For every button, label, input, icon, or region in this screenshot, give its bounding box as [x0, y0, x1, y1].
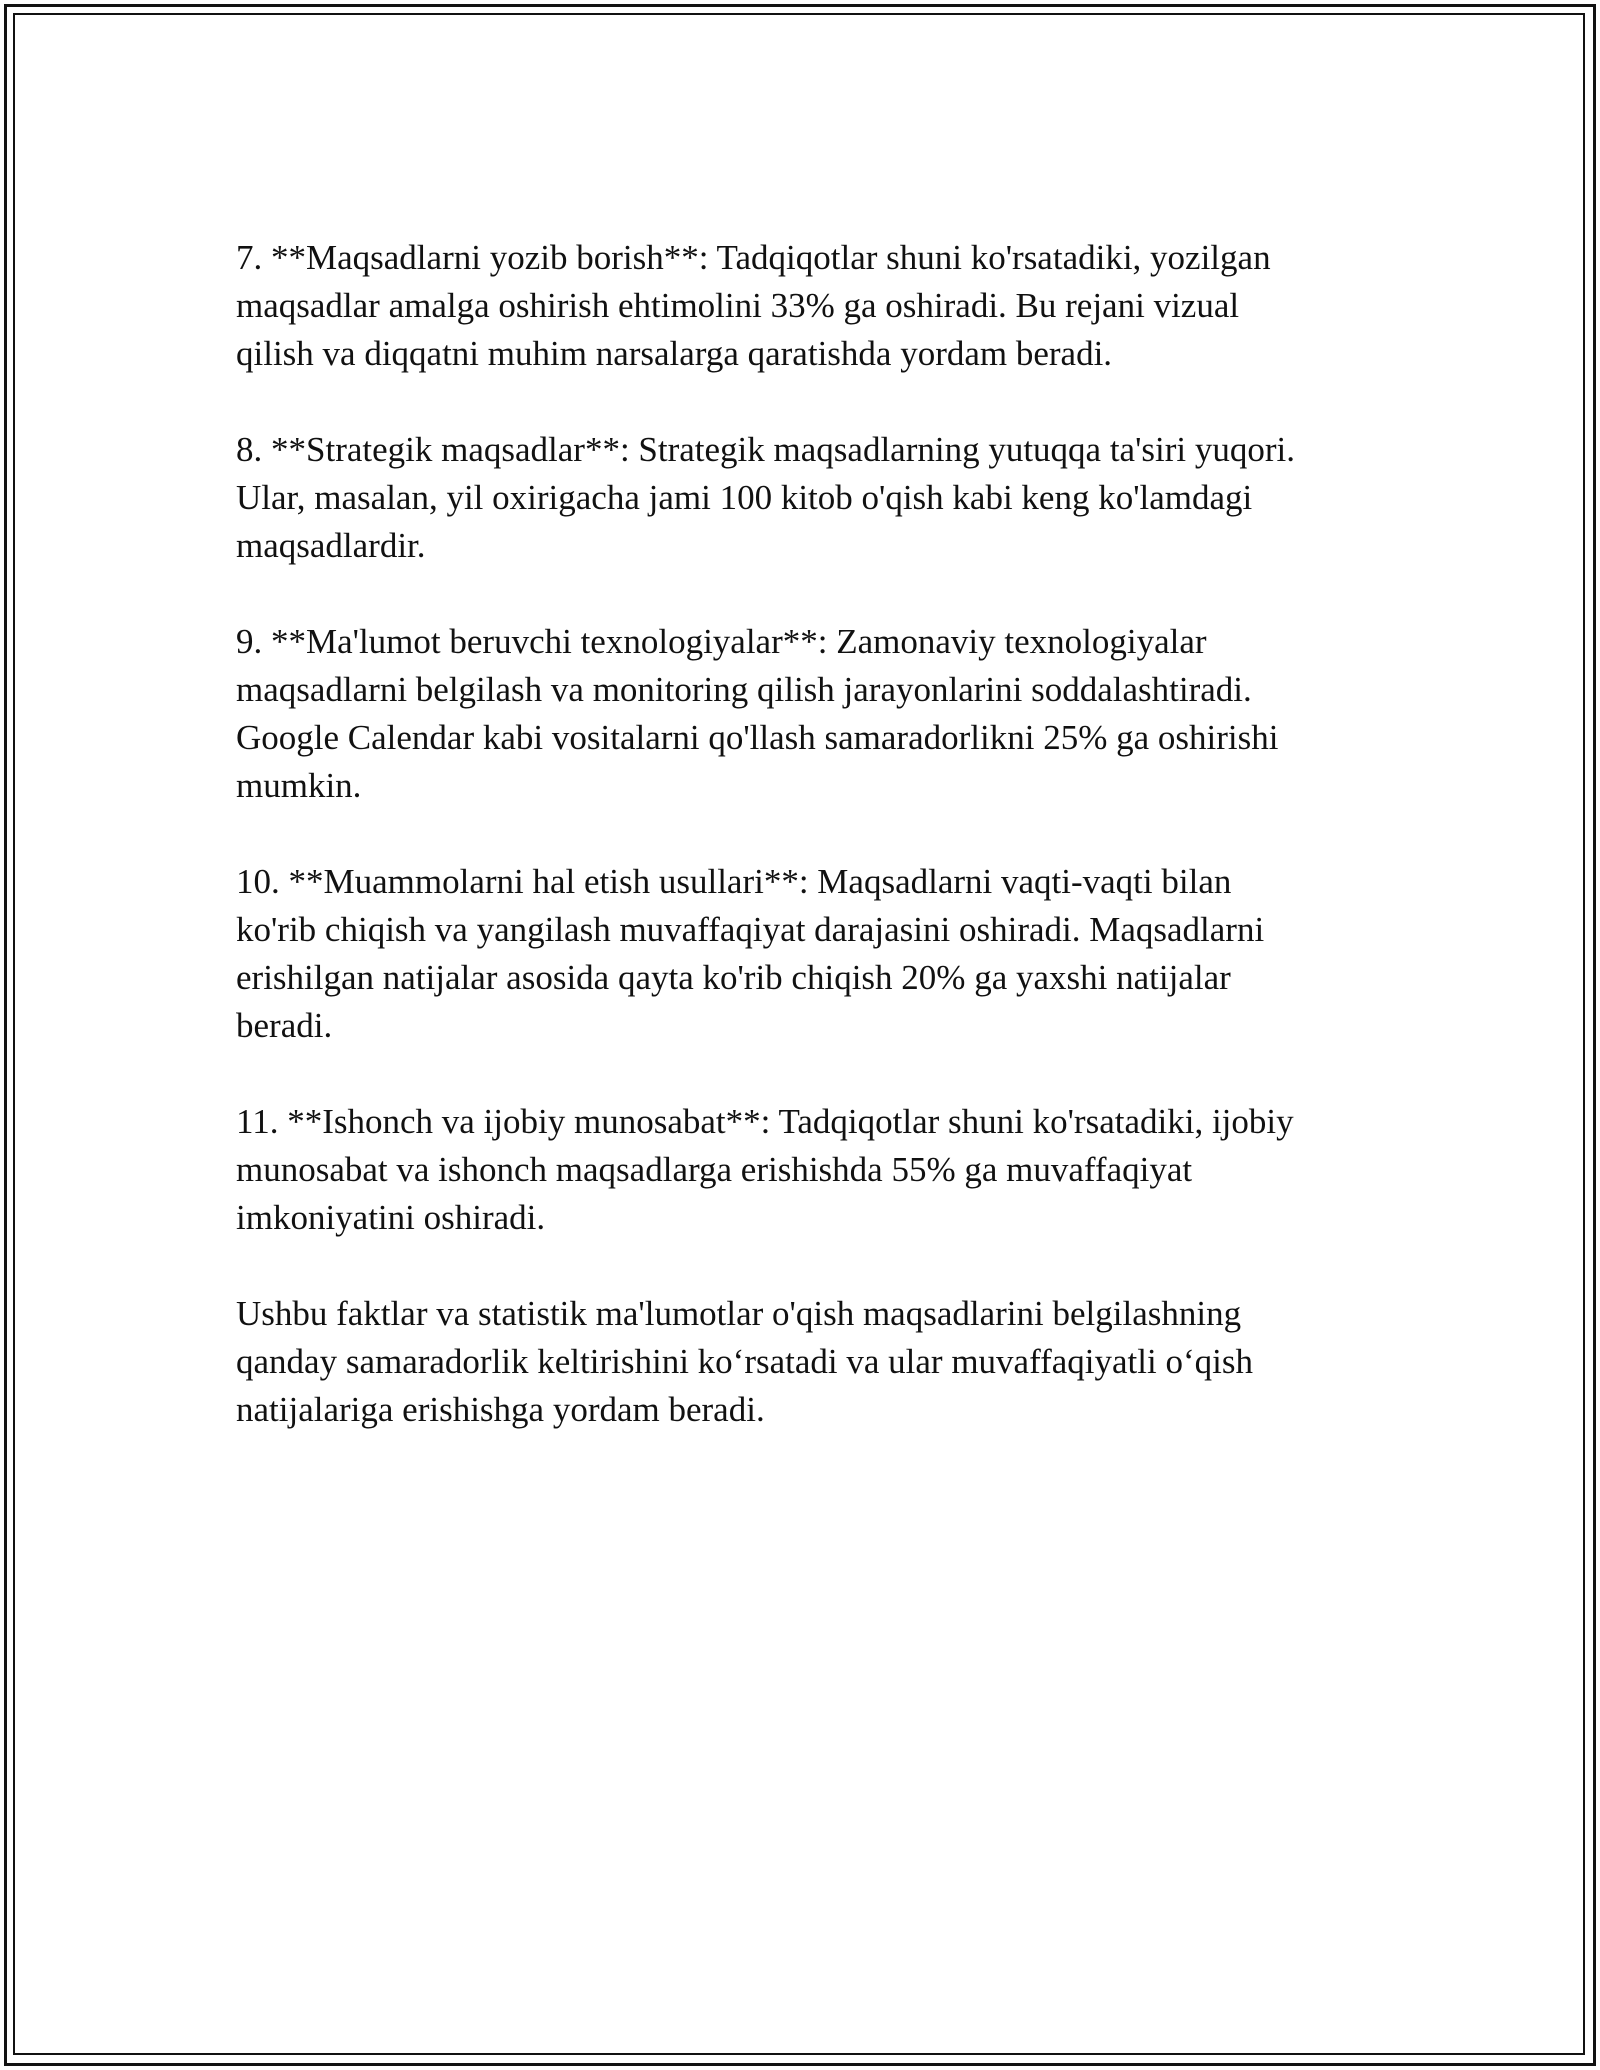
paragraph-item-11: 11. **Ishonch va ijobiy munosabat**: Tadqiqotlar shuni ko'rsatadiki, ijobiy munosabat va ishonch maqsadlarga erishishda 55% ga muvaffaqiyat imkoniyatini oshiradi.	[236, 1102, 1294, 1237]
paragraph-item-7: 7. **Maqsadlarni yozib borish**: Tadqiqotlar shuni ko'rsatadiki, yozilgan maqsadlar amalga oshirish ehtimolini 33% ga oshiradi. Bu rejani vizual qilish va diqqatni muhim narsalarga qaratishda yordam beradi.	[236, 238, 1271, 373]
paragraph-item-9: 9. **Ma'lumot beruvchi texnologiyalar**: Zamonaviy texnologiyalar maqsadlarni belgilash va monitoring qilish jarayonlarini soddalashtiradi. Google Calendar kabi vositalarni qo'llash samaradorlikni 25% ga oshirishi mumkin.	[236, 622, 1279, 805]
document-body	[236, 234, 1386, 1482]
paragraph-item-10: 10. **Muammolarni hal etish usullari**: Maqsadlarni vaqti-vaqti bilan ko'rib chiqish va yangilash muvaffaqiyat darajasini oshiradi. Maqsadlarni erishilgan natijalar asosida qayta ko'rib chiqish 20% ga yaxshi natijalar beradi.	[236, 862, 1265, 1045]
conclusion-paragraph: Ushbu faktlar va statistik ma'lumotlar o'qish maqsadlarini belgilashning qanday samaradorlik keltirishini koʻrsatadi va ular muvaffaqiyatli oʻqish natijalariga erishishga yordam beradi.	[236, 1294, 1253, 1429]
paragraph-item-8: 8. **Strategik maqsadlar**: Strategik maqsadlarning yutuqqa ta'siri yuqori. Ular, masalan, yil oxirigacha jami 100 kitob o'qish kabi keng ko'lamdagi maqsadlardir.	[236, 430, 1296, 565]
